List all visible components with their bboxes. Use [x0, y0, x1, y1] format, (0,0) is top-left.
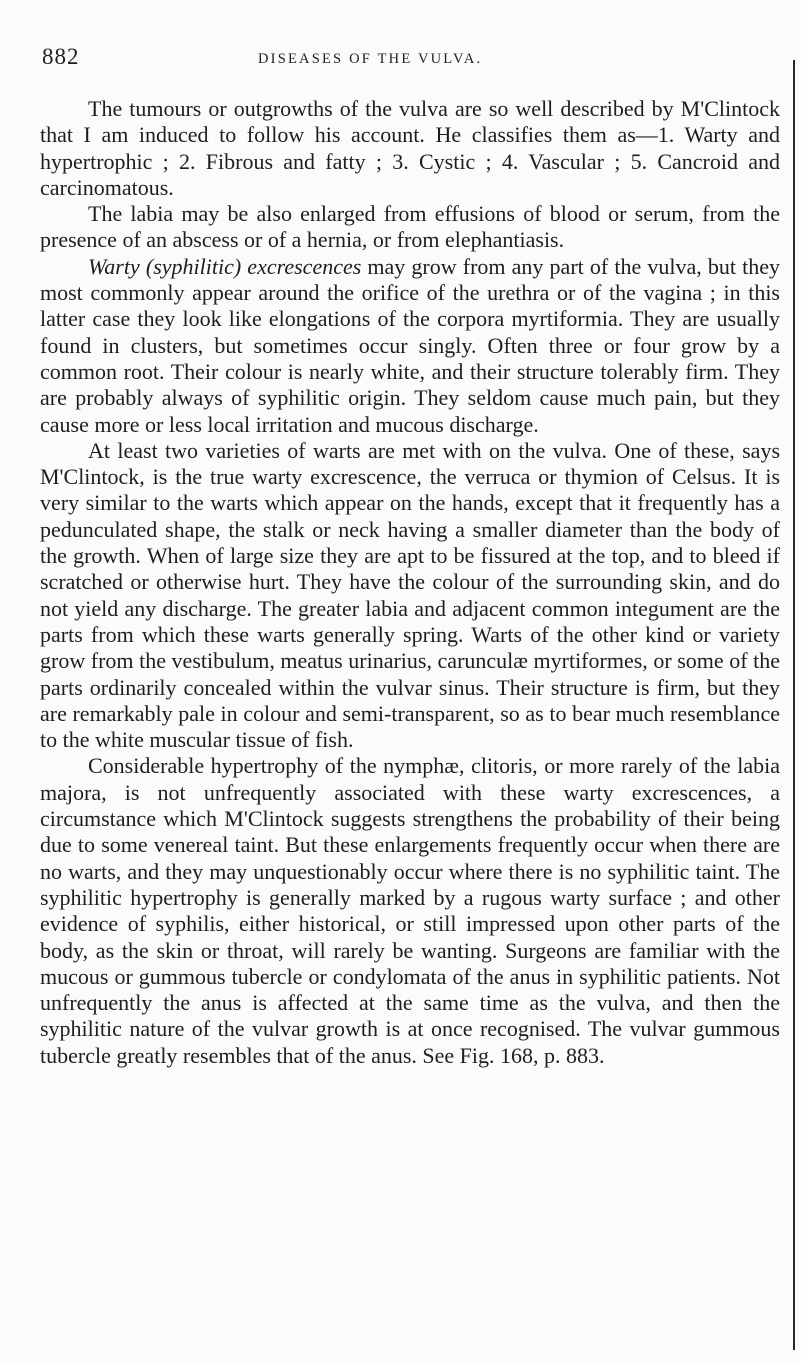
paragraph-labia-enlargement: The labia may be also enlarged from effusions of blood or serum, from the presence of an abscess or of a hernia, or from elephantiasis. [40, 201, 780, 253]
paragraph-tumour-classification: The tumours or outgrowths of the vulva are so well described by M'Clintock that I am induced to follow his account. He classifies them as—1. Warty and hypertrophic ; 2. Fibrous and fatty ; 3. Cystic ; 4. Vascular ; 5. Cancroid and carcinomatous. [40, 96, 780, 200]
page-header [0, 44, 801, 74]
paragraph-wart-varieties: At least two varieties of warts are met with on the vulva. One of these, says M'Clintock, is the true warty excrescence, the verruca or thymion of Celsus. It is very similar to the warts which appear on the hands, except that it frequently has a pedunculated shape, the stalk or neck having a smaller diameter than the body of the growth. When of large size they are apt to be fissured at the top, and to bleed if scratched or otherwise hurt. They have the colour of the surrounding skin, and do not yield any discharge. The greater labia and adjacent common integument are the parts from which these warts generally spring. Warts of the other kind or variety grow from the vestibulum, meatus urinarius, carunculæ myrtiformes, or some of the parts ordinarily concealed within the vulvar sinus. Their structure is firm, but they are remarkably pale in colour and semi-transparent, so as to bear much resemblance to the white muscular tissue of fish. [40, 437, 780, 753]
running-head: DISEASES OF THE VULVA. [258, 51, 483, 67]
page-number: 882 [42, 44, 80, 69]
paragraph-warty-excrescences-text: may grow from any part of the vulva, but they most commonly appear around the orifice of the urethra or of the vagina ; in this latter case they look like elongations of the corpora myrtiformia. They are usually found in clusters, but sometimes occur singly. Often three or four grow by a common root. Their colour is nearly white, and their structure tolerably firm. They are probably always of syphilitic origin. They seldom cause much pain, but they cause more or less local irritation and mucous discharge. [40, 253, 780, 437]
paragraph-warty-excrescences [40, 254, 780, 438]
page-edge-line [793, 60, 795, 1350]
paragraph-hypertrophy: Considerable hypertrophy of the nymphæ, clitoris, or more rarely of the labia majora, is not unfrequently associated with these warty excrescences, a circumstance which M'Clintock suggests strengthens the probability of their being due to some venereal taint. But these enlargements frequently occur when there are no warts, and they may unquestionably occur where there is no syphilitic taint. The syphilitic hypertrophy is generally marked by a rugous warty surface ; and other evidence of syphilis, either historical, or still impressed upon other parts of the body, as the skin or throat, will rarely be wanting. Surgeons are familiar with the mucous or gummous tubercle or condylomata of the anus in syphilitic patients. Not unfrequently the anus is affected at the same time as the vulva, and then the syphilitic nature of the vulvar growth is at once recognised. The vulvar gummous tubercle greatly resembles that of the anus. See Fig. 168, p. 883. [40, 753, 780, 1068]
body-text [40, 96, 780, 1069]
italic-heading-warty-excrescences: Warty (syphilitic) excrescences [88, 253, 362, 279]
